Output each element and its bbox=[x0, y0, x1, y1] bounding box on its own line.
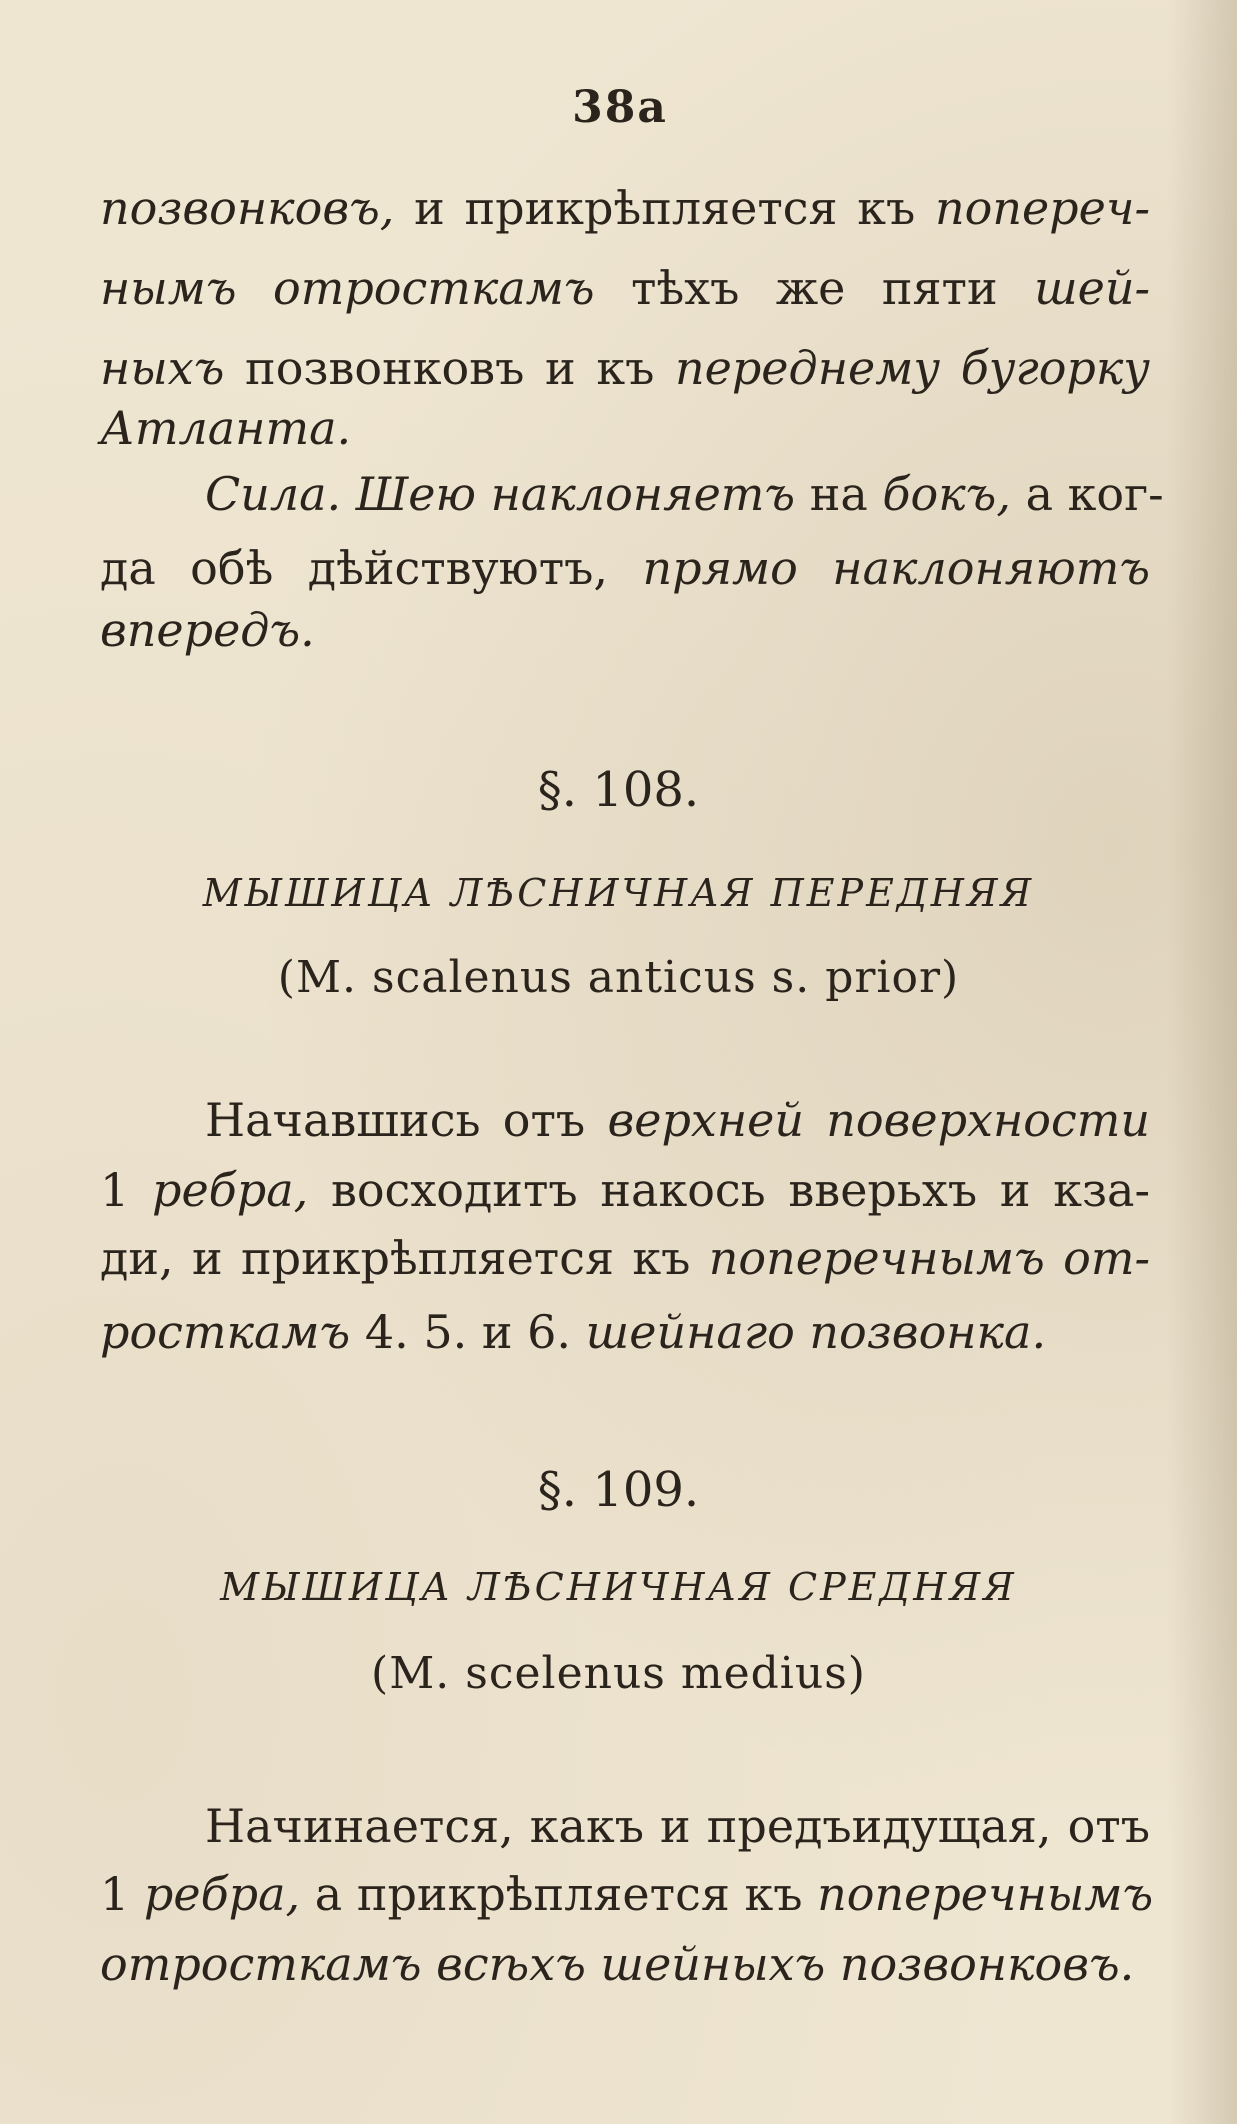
text-span: ребра, bbox=[143, 1867, 301, 1921]
text-span: да обѣ дѣйствуютъ, bbox=[100, 541, 609, 595]
text-span: а прикрѣпляется къ bbox=[314, 1867, 803, 1921]
text-line bbox=[100, 1302, 1150, 1362]
text-span: росткамъ bbox=[100, 1305, 351, 1359]
text-span: Шею наклоняетъ bbox=[355, 467, 796, 521]
section-108-latin-name: (M. scalenus anticus s. prior) bbox=[277, 952, 960, 1003]
text-line bbox=[100, 600, 1150, 660]
text-span: восходитъ накось вверьхъ и кза- bbox=[330, 1163, 1151, 1217]
text-line bbox=[100, 1864, 1154, 1924]
text-span: Сила. bbox=[205, 467, 342, 521]
text-span: ребра, bbox=[152, 1163, 309, 1217]
text-line bbox=[100, 178, 1150, 238]
text-span: на bbox=[809, 467, 868, 521]
text-span: впередъ. bbox=[100, 603, 315, 657]
text-span: шейнаго позвонка. bbox=[585, 1305, 1047, 1359]
text-span: отросткамъ всѣхъ шейныхъ позвонковъ. bbox=[100, 1937, 1135, 1991]
text-span: ди, и прикрѣпляется къ bbox=[100, 1231, 691, 1285]
text-line bbox=[100, 1160, 1150, 1220]
text-span: поперечнымъ bbox=[817, 1867, 1154, 1921]
section-108-muscle-name: МЫШИЦА ЛѢСНИЧНАЯ ПЕРЕДНЯЯ bbox=[202, 871, 1035, 915]
text-span: шей- bbox=[1034, 261, 1151, 315]
text-span: 4. 5. и 6. bbox=[364, 1305, 572, 1359]
text-line bbox=[205, 1796, 1150, 1856]
text-line bbox=[205, 464, 1164, 524]
text-span: Начинается, какъ и предъидущая, отъ bbox=[205, 1799, 1150, 1853]
text-span: попереч- bbox=[935, 181, 1151, 235]
text-line bbox=[100, 258, 1150, 318]
text-span: а ког- bbox=[1025, 467, 1164, 521]
page-number: 38a bbox=[572, 82, 668, 133]
section-108-title: §. 108. bbox=[537, 762, 700, 818]
section-109-title: §. 109. bbox=[537, 1462, 700, 1518]
text-span: къ bbox=[857, 181, 916, 235]
text-line bbox=[100, 338, 1150, 398]
page-edge-shadow bbox=[1167, 0, 1237, 2124]
text-span: позвонковъ и къ bbox=[245, 341, 655, 395]
text-span: прямо наклоняютъ bbox=[642, 541, 1151, 595]
text-span: Атланта. bbox=[100, 401, 352, 455]
text-span: 1 bbox=[100, 1867, 130, 1921]
text-span: поперечнымъ от- bbox=[708, 1231, 1150, 1285]
text-span: переднему бугорку bbox=[675, 341, 1150, 395]
text-span: отросткамъ bbox=[273, 261, 595, 315]
text-line bbox=[100, 1934, 1150, 1994]
text-span: Начавшись отъ bbox=[205, 1093, 586, 1147]
text-span: позвонковъ, bbox=[100, 181, 395, 235]
text-line bbox=[100, 538, 1150, 598]
text-span: ныхъ bbox=[100, 341, 225, 395]
text-span: нымъ bbox=[100, 261, 237, 315]
text-span: тѣхъ же пяти bbox=[631, 261, 998, 315]
text-span: бокъ, bbox=[882, 467, 1011, 521]
text-span: и прикрѣпляется bbox=[414, 181, 838, 235]
text-line bbox=[205, 1090, 1150, 1150]
section-109-muscle-name: МЫШИЦА ЛѢСНИЧНАЯ СРЕДНЯЯ bbox=[220, 1565, 1017, 1609]
text-line bbox=[100, 398, 1150, 458]
text-span: 1 bbox=[100, 1163, 130, 1217]
text-span: верхней поверхности bbox=[607, 1093, 1150, 1147]
text-line bbox=[100, 1228, 1150, 1288]
section-109-latin-name: (M. scelenus medius) bbox=[371, 1648, 866, 1699]
